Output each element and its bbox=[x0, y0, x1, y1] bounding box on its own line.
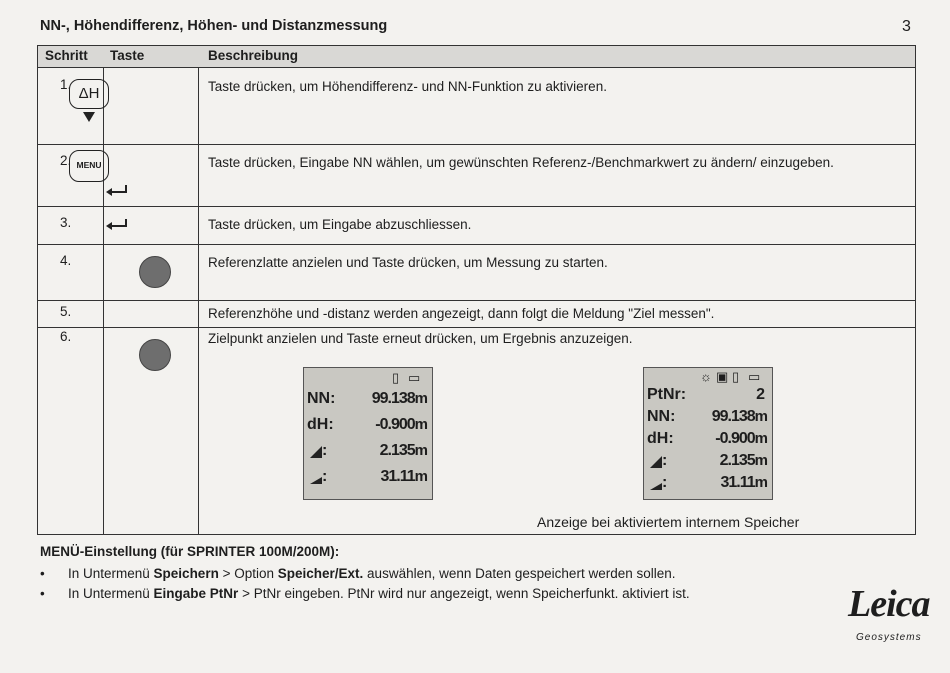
arrow-down-icon bbox=[83, 112, 95, 122]
measure-button-icon bbox=[139, 339, 171, 371]
table-row bbox=[38, 300, 915, 328]
memory-icon: ▯ bbox=[392, 370, 400, 385]
col-header-step: Schritt bbox=[45, 48, 88, 63]
menu-key-icon: MENU bbox=[69, 150, 109, 182]
lcd-display-basic bbox=[303, 367, 433, 500]
slope-distance-icon bbox=[649, 477, 663, 491]
step-description: Taste drücken, Eingabe NN wählen, um gewünschten Referenz-/Benchmarkwert zu ändern/ einzugeben. bbox=[208, 155, 834, 170]
lcd-display-memory bbox=[643, 367, 773, 500]
step-description: Taste drücken, um Höhendifferenz- und NN-Funktion zu aktivieren. bbox=[208, 79, 607, 94]
leica-logo: Leica bbox=[848, 583, 930, 625]
sun-icon: ☼ bbox=[700, 369, 712, 384]
lcd-row-nn: NN: 99.138m bbox=[307, 390, 427, 407]
table-row bbox=[38, 68, 915, 145]
step-description: Taste drücken, um Eingabe abzuschliessen. bbox=[208, 217, 472, 232]
table-row bbox=[38, 327, 915, 535]
slope-height-icon bbox=[649, 455, 663, 469]
slope-distance-icon bbox=[309, 471, 323, 485]
step-number: 3. bbox=[60, 215, 72, 230]
step-number: 4. bbox=[60, 253, 72, 268]
lcd-row-distance: : 31.11m bbox=[647, 474, 767, 497]
memory-icon: ▯ bbox=[732, 369, 740, 384]
lcd-row-ptnr: PtNr: 2 bbox=[647, 386, 764, 403]
col-header-key: Taste bbox=[110, 48, 145, 63]
step-number: 2. bbox=[60, 153, 72, 168]
lcd-row-dh: dH: -0.900m bbox=[307, 416, 427, 433]
table-header bbox=[38, 46, 915, 68]
slope-height-icon bbox=[309, 445, 323, 459]
lcd-row-distance: : 31.11m bbox=[307, 468, 427, 491]
step-number: 6. bbox=[60, 329, 72, 344]
page-title: NN-, Höhendifferenz, Höhen- und Distanzmessung bbox=[40, 18, 388, 34]
enter-key-icon bbox=[104, 218, 130, 232]
col-header-desc: Beschreibung bbox=[208, 48, 299, 63]
lcd-row-height: : 2.135m bbox=[647, 452, 767, 475]
page-number: 3 bbox=[902, 18, 911, 35]
table-row bbox=[38, 144, 915, 207]
menu-settings-title: MENÜ-Einstellung (für SPRINTER 100M/200M): bbox=[40, 544, 340, 559]
step-number: 5. bbox=[60, 304, 72, 319]
delta-h-key-icon: ΔH bbox=[69, 79, 109, 109]
save-icon: ▣ bbox=[716, 369, 729, 384]
lcd-row-nn: NN: 99.138m bbox=[647, 408, 767, 425]
lcd-row-height: : 2.135m bbox=[307, 442, 427, 465]
battery-icon: ▭ bbox=[408, 370, 421, 385]
enter-arrow-icon bbox=[104, 184, 130, 198]
battery-icon: ▭ bbox=[748, 369, 761, 384]
step-number: 1. bbox=[60, 77, 72, 92]
table-row bbox=[38, 206, 915, 245]
table-row bbox=[38, 244, 915, 301]
display-caption: Anzeige bei aktiviertem internem Speicher bbox=[537, 514, 800, 530]
step-description: Zielpunkt anzielen und Taste erneut drücken, um Ergebnis anzuzeigen. bbox=[208, 331, 633, 346]
lcd-row-dh: dH: -0.900m bbox=[647, 430, 767, 447]
step-description: Referenzhöhe und -distanz werden angezeigt, dann folgt die Meldung "Ziel messen". bbox=[208, 306, 715, 321]
instruction-table bbox=[37, 45, 916, 535]
measure-button-icon bbox=[139, 256, 171, 288]
leica-logo-subtitle: Geosystems bbox=[856, 632, 922, 643]
step-description: Referenzlatte anzielen und Taste drücken, um Messung zu starten. bbox=[208, 255, 608, 270]
